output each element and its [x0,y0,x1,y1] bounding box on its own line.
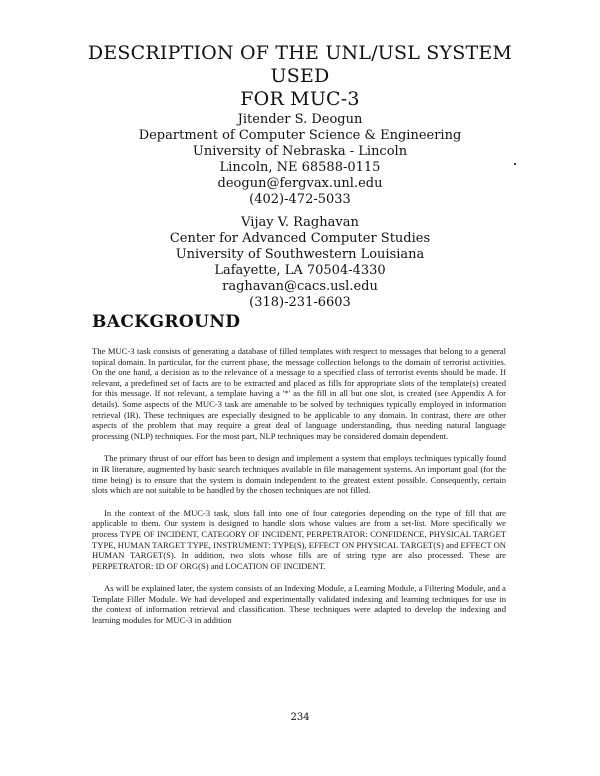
author-address: Lafayette, LA 70504-4330 [214,263,386,278]
author-email: deogun@fergvax.unl.edu [217,176,383,191]
author-phone: (402)-472-5033 [249,192,351,207]
paragraph: As will be explained later, the system consists of an Indexing Module, a Learning Module, a Filtering Module, and a Template Filler Module. We had developed and experimentally validated indexing and learning techniques for use in the context of information retrieval and classification. These techniques were adapted to develop the indexing and learning modules for MUC-3 in addition [92,583,506,626]
paragraph: The primary thrust of our effort has been to design and implement a system that employs techniques typically found in IR literature, augmented by basic search techniques available in file management systems. An important goal (for the time being) is to ensure that the system is domain independent to the greatest extent possible. Consequently, certain slots which are not suitable to be handled by the chosen techniques are not filled. [92,453,506,496]
author-department: Center for Advanced Computer Studies [169,231,431,246]
author-name: Jitender S. Deogun [237,112,363,127]
title-line-1: DESCRIPTION OF THE UNL/USL SYSTEM USED [87,42,513,87]
paper-title [60,42,540,111]
paragraph: The MUC-3 task consists of generating a database of filled templates with respect to messages that belong to a general topical domain. In particular, for the current phase, the message collection belongs to the domain of terrorist activities. On the one hand, a decision as to the relevance of a message to a specified class of terrorist events should be made. If relevant, a predefined set of facts are to be extracted and placed as fills for appropriate slots of the template(s) created for this message. If not relevant, a template having a '*' as the fill in all but one slot, is created (see Appendix A for details). Some aspects of the MUC-3 task are amenable to be solved by techniques typically employed in information retrieval (IR). These techniques are especially designed to be applicable to any domain. In contrast, there are other aspects of the problem that may require a great deal of language understanding, thus needing natural language processing (NLP) techniques. For the most part, NLP techniques may be considered domain dependent. [92,346,506,441]
paragraph: In the context of the MUC-3 task, slots fall into one of four categories depending on the type of fill that are applicable to them. Our system is designed to handle slots whose values are from a set-list. More specifically we process TYPE OF INCIDENT, CATEGORY OF INCIDENT, PERPETRATOR: CONFIDENCE, PHYSICAL TARGET TYPE, HUMAN TARGET TYPE, INSTRUMENT: TYPE(S), EFFECT ON PHYSICAL TARGET(S) and EFFECT ON HUMAN TARGET(S). In addition, two slots whose fills are of string type are also processed. These are PERPETRATOR: ID OF ORG(S) and LOCATION OF INCIDENT. [92,507,506,571]
section-heading: BACKGROUND [92,312,241,332]
author-department: Department of Computer Science & Engineering [138,128,462,143]
author-institution: University of Southwestern Louisiana [175,247,425,262]
page-number: 234 [290,712,310,723]
author-list [0,112,600,311]
title-line-2: FOR MUC-3 [240,88,360,110]
stray-mark [514,163,516,165]
author-institution: University of Nebraska - Lincoln [192,144,408,159]
author-address: Lincoln, NE 68588-0115 [219,160,381,175]
author-name: Vijay V. Raghavan [241,215,359,230]
author-phone: (318)-231-6603 [249,295,351,310]
author-email: raghavan@cacs.usl.edu [222,279,378,294]
author-block-raghavan [0,215,600,311]
section-body [92,346,506,638]
author-block-deogun [0,112,600,208]
